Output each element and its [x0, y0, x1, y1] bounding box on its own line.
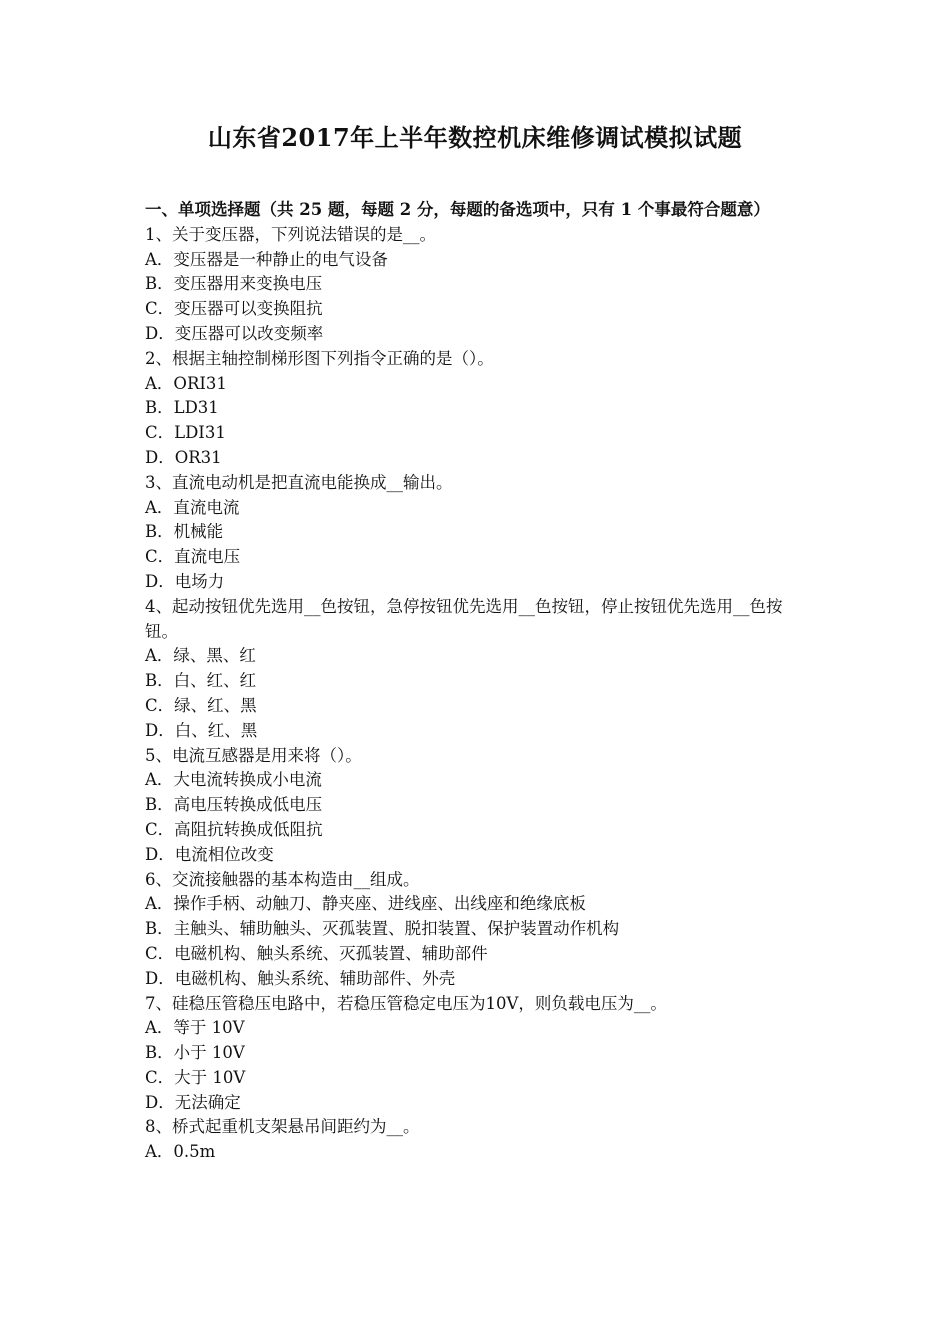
- question-option: B．主触头、辅助触头、灭孤装置、脱扣装置、保护装置动作机构: [145, 919, 620, 939]
- question-option: D．电流相位改变: [145, 844, 274, 864]
- question-option: A．0.5m: [145, 1142, 216, 1162]
- question-option: C．变压器可以变换阻抗: [145, 299, 323, 319]
- question-option: A．等于 10V: [145, 1018, 245, 1038]
- question-option: D．白、红、黑: [145, 720, 258, 740]
- question-option: D．电场力: [145, 571, 225, 591]
- question-stem: 6、交流接触器的基本构造由__组成。: [145, 869, 420, 889]
- question-option: B．高电压转换成低电压: [145, 795, 323, 815]
- question-stem: 1、关于变压器，下列说法错误的是__。: [145, 224, 436, 244]
- question-option: D．无法确定: [145, 1092, 241, 1112]
- question-option: C．直流电压: [145, 547, 241, 567]
- question-stem: 5、电流互感器是用来将（）。: [145, 745, 362, 765]
- section-heading: 一、单项选择题（共 25 题，每题 2 分，每题的备选项中，只有 1 个事最符合题意）: [145, 200, 770, 219]
- question-option: C．LDI31: [145, 423, 226, 443]
- document-body: [145, 198, 810, 1165]
- question-option: A．变压器是一种静止的电气设备: [145, 249, 388, 269]
- question-option: B．小于 10V: [145, 1043, 245, 1063]
- question-stem: 7、硅稳压管稳压电路中，若稳压管稳定电压为10V，则负载电压为__。: [145, 993, 667, 1013]
- question-stem: 4、起动按钮优先选用__色按钮，急停按钮优先选用__色按钮，停止按钮优先选用__色按钮。: [145, 596, 783, 641]
- question-option: A．直流电流: [145, 497, 240, 517]
- question-option: D．OR31: [145, 447, 222, 467]
- document-title: 山东省2017年上半年数控机床维修调试模拟试题: [207, 123, 743, 152]
- question-option: B．机械能: [145, 522, 224, 542]
- question-option: B．LD31: [145, 398, 219, 418]
- question-stem: 2、根据主轴控制梯形图下列指令正确的是（）。: [145, 348, 494, 368]
- question-option: A．操作手柄、动触刀、静夹座、进线座、出线座和绝缘底板: [145, 894, 586, 914]
- question-option: A．大电流转换成小电流: [145, 770, 322, 790]
- question-option: C．绿、红、黑: [145, 695, 257, 715]
- question-option: C．电磁机构、触头系统、灭孤装置、辅助部件: [145, 943, 488, 963]
- question-option: A．ORI31: [145, 373, 227, 393]
- question-option: B．白、红、红: [145, 671, 257, 691]
- question-option: C．大于 10V: [145, 1067, 246, 1087]
- question-option: D．电磁机构、触头系统、辅助部件、外壳: [145, 968, 456, 988]
- question-option: B．变压器用来变换电压: [145, 274, 323, 294]
- question-option: A．绿、黑、红: [145, 646, 256, 666]
- question-stem: 8、桥式起重机支架悬吊间距约为__。: [145, 1117, 420, 1137]
- question-stem: 3、直流电动机是把直流电能换成__输出。: [145, 472, 453, 492]
- question-option: C．高阻抗转换成低阻抗: [145, 819, 323, 839]
- question-option: D．变压器可以改变频率: [145, 323, 324, 343]
